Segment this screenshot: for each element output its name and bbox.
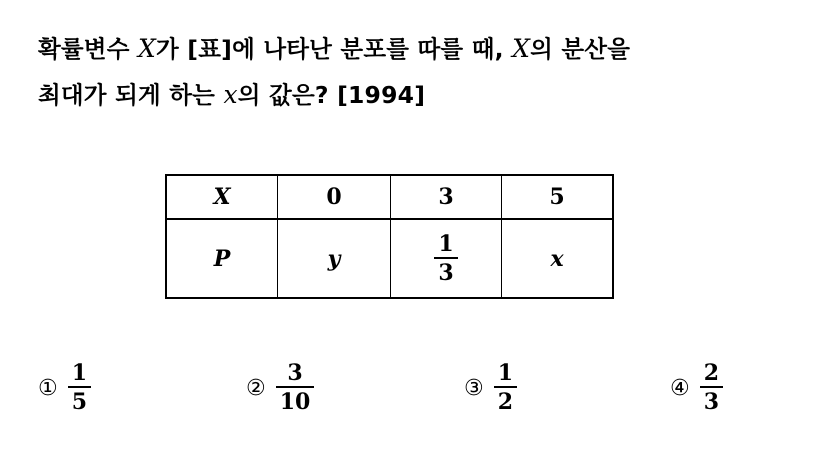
table-cell: 5 (502, 175, 614, 219)
fraction-denominator: 3 (703, 389, 720, 415)
table-cell: y (278, 219, 391, 298)
choice-number: ④ (670, 375, 690, 401)
fraction-denominator: 5 (71, 389, 88, 415)
choice-2[interactable] (246, 360, 314, 416)
question-text-part: 최대가 되게 하는 (38, 81, 224, 109)
choice-1[interactable] (38, 360, 91, 416)
fraction-numerator: 1 (71, 360, 88, 386)
question-line-2 (38, 72, 798, 118)
choice-3[interactable] (464, 360, 517, 416)
table-cell: 0 (278, 175, 391, 219)
fraction-numerator: 1 (497, 360, 514, 386)
fraction (434, 231, 457, 287)
question-text-part: 의 분산을 (530, 35, 631, 63)
row-header-P: P (166, 219, 278, 298)
table-cell: 3 (391, 175, 502, 219)
fraction-numerator: 1 (438, 230, 454, 257)
table-row (166, 175, 613, 219)
fraction-denominator: 2 (497, 389, 514, 415)
question-text-part: 가 [표]에 나타난 분포를 따를 때, (156, 35, 513, 63)
fraction-numerator: 3 (287, 360, 303, 386)
choice-number: ① (38, 375, 58, 401)
question-text (38, 26, 798, 118)
fraction-denominator: 10 (279, 389, 311, 415)
variable-X: X (138, 34, 156, 63)
choice-number: ③ (464, 375, 484, 401)
fraction (276, 360, 315, 416)
fraction (494, 360, 517, 416)
row-header-X: X (166, 175, 278, 219)
table-cell: x (502, 219, 614, 298)
fraction (700, 360, 723, 416)
fraction-denominator: 3 (438, 259, 454, 286)
answer-choices (0, 360, 816, 430)
fraction-numerator: 2 (703, 360, 720, 386)
variable-X: X (512, 34, 531, 63)
question-text-part: 의 값은? [1994] (237, 81, 426, 109)
choice-number: ② (246, 375, 266, 401)
fraction (68, 360, 91, 416)
probability-distribution-table (165, 174, 614, 299)
choice-4[interactable] (670, 360, 723, 416)
question-line-1 (38, 26, 798, 72)
table-cell (391, 219, 502, 298)
variable-x: x (223, 80, 238, 109)
question-text-part: 확률변수 (38, 35, 138, 63)
table-row (166, 219, 613, 298)
